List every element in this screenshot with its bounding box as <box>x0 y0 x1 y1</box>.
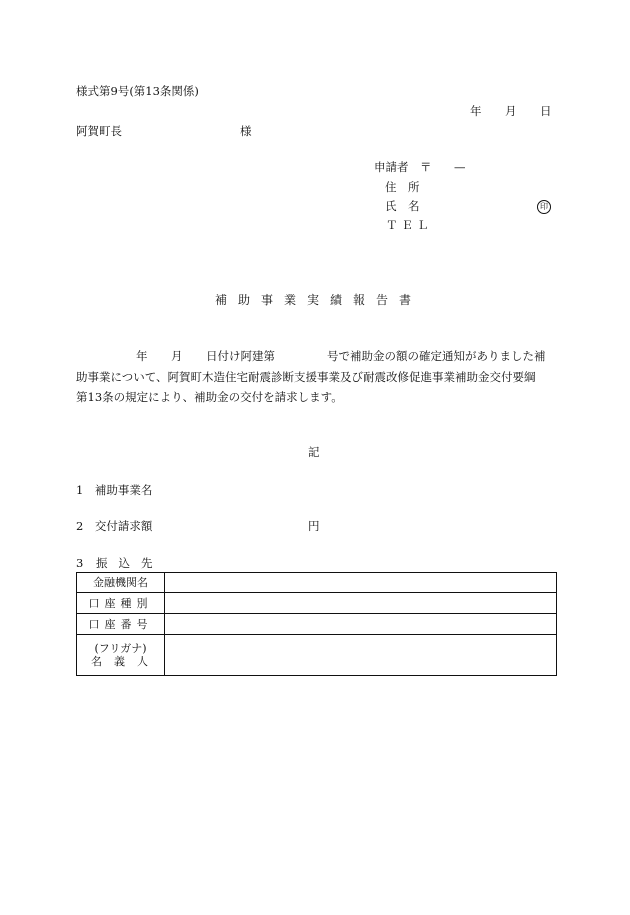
body-year: 年 <box>136 349 148 363</box>
document-title: 補助事業実績報告書 <box>215 293 423 307</box>
yen-unit: 円 <box>308 519 320 533</box>
table-row <box>77 635 557 676</box>
addressee-honorific: 様 <box>240 124 252 138</box>
seal-icon: 印 <box>537 200 551 214</box>
body-line3: 第13条の規定により、補助金の交付を請求します。 <box>76 390 343 404</box>
item-transfer-destination: 振込先 <box>96 556 164 570</box>
date-day: 日 <box>540 104 552 118</box>
body-date-ref: 日付け阿建第 <box>206 349 275 363</box>
account-type-label: 口座種別 <box>77 593 165 614</box>
body-month: 月 <box>171 349 183 363</box>
item-project-name: 1 補助事業名 <box>76 483 153 497</box>
ki-heading: 記 <box>308 445 320 459</box>
body-line1-rest: 号で補助金の額の確定通知がありました補 <box>327 349 546 363</box>
table-row <box>77 614 557 635</box>
body-line2: 助事業について、阿賀町木造住宅耐震診断支援事業及び耐震改修促進事業補助金交付要綱 <box>76 370 536 384</box>
holder-label: 名義人 <box>91 655 160 668</box>
addressee: 阿賀町長 <box>76 124 122 138</box>
account-type-field[interactable] <box>165 593 557 614</box>
postal-mark: 〒 <box>420 160 432 174</box>
account-number-label: 口座番号 <box>77 614 165 635</box>
account-number-field[interactable] <box>165 614 557 635</box>
address-label: 住 所 <box>385 180 420 194</box>
bank-name-label: 金融機関名 <box>77 573 165 593</box>
date-year: 年 <box>470 104 482 118</box>
postal-dash: — <box>454 160 466 174</box>
name-label: 氏 名 <box>385 199 420 213</box>
seal-mark <box>537 198 551 214</box>
date-month: 月 <box>505 104 517 118</box>
applicant-label: 申請者 <box>374 160 409 174</box>
account-holder-field[interactable] <box>165 635 557 676</box>
tel-label: ＴＥＬ <box>386 218 433 232</box>
bank-table <box>76 572 557 676</box>
table-row <box>77 593 557 614</box>
form-number: 様式第9号(第13条関係) <box>76 84 199 98</box>
item3-number: 3 <box>76 556 84 570</box>
item-request-amount: 2 交付請求額 <box>76 519 153 533</box>
account-holder-label <box>77 635 165 676</box>
table-row <box>77 573 557 593</box>
furigana-label: (フリガナ) <box>94 642 147 655</box>
bank-name-field[interactable] <box>165 573 557 593</box>
